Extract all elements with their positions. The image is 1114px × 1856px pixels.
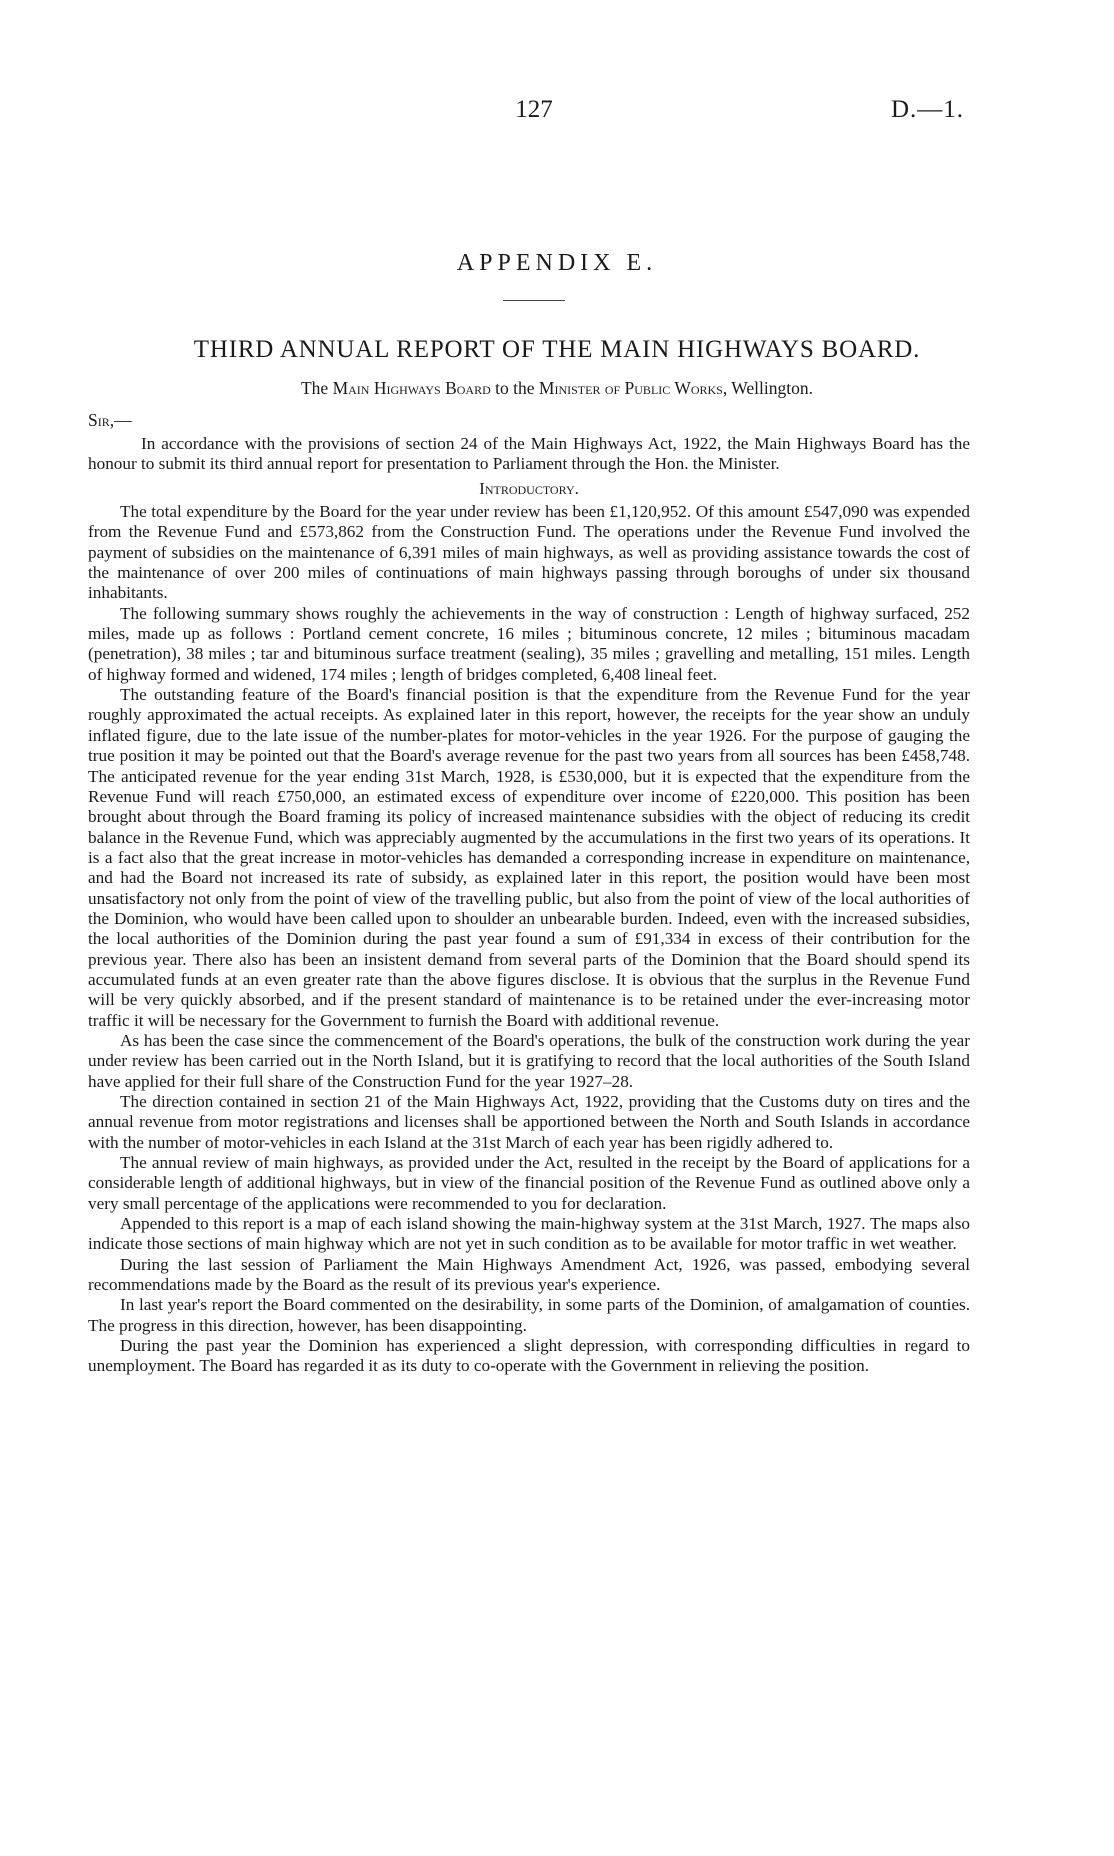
- address-prefix: The: [300, 378, 329, 398]
- body-paragraph: The direction contained in section 21 of the Main Highways Act, 1922, providing that the Customs duty on tires and the annual revenue from motor registrations and licenses shall be apportioned between the North and South Islands in accordance with the number of motor-vehicles in each Island at the 31st March of each year has been rigidly adhered to.: [88, 1092, 970, 1152]
- body-paragraph: As has been the case since the commencement of the Board's operations, the bulk of the construction work during the year under review has been carried out in the North Island, but it is gratifying to record that the local authorities of the South Island have applied for their full share of the Construction Fund for the year 1927–28.: [88, 1030, 970, 1091]
- body-paragraph: The annual review of main highways, as provided under the Act, resulted in the receipt by the Board of applications for a considerable length of additional highways, but in view of the financial position of the Revenue Fund as outlined above only a very small percentage of the applications were recommended to you for declaration.: [88, 1153, 970, 1213]
- body-paragraph: The total expenditure by the Board for the year under review has been £1,120,952. Of this amount £547,090 was expended from the Revenue Fund and £573,862 from the Construction Fund. The operations under the Revenue Fund involved the payment of subsidies on the maintenance of 6,391 miles of main highways, as well as providing assistance towards the cost of the maintenance of over 200 miles of continuations of main highways passing through boroughs of under six thousand inhabitants.: [88, 502, 970, 603]
- appendix-title: APPENDIX E.: [456, 250, 658, 276]
- address-to: Minister of Public Works: [538, 378, 723, 398]
- address-location: , Wellington.: [722, 378, 813, 398]
- document-code: D.—1.: [890, 96, 964, 123]
- body-paragraph: The following summary shows roughly the achievements in the way of construction : Length of highway surfaced, 252 miles, made up as follows : Portland cement concrete, 16 miles ; bituminous concrete, 12 miles ; bituminous macadam (penetration), 38 miles ; tar and bituminous surface treatment (sealing), 35 miles ; gravelling and metalling, 151 miles. Length of highway formed and widened, 174 miles ; length of bridges completed, 6,408 lineal feet.: [88, 603, 970, 684]
- intro-paragraph: In accordance with the provisions of section 24 of the Main Highways Act, 1922, the Main Highways Board has the honour to submit its third annual report for presentation to Parliament through the Hon. the Minister.: [88, 434, 970, 474]
- body-paragraph: The outstanding feature of the Board's financial position is that the expenditure from the Revenue Fund for the year roughly approximated the actual receipts. As explained later in this report, however, the receipts for the year show an unduly inflated figure, due to the late issue of the number-plates for motor-vehicles in the year 1926. For the purpose of gauging the true position it may be pointed out that the Board's average revenue for the past two years from all sources has been £458,748. The anticipated revenue for the year ending 31st March, 1928, is £530,000, but it is expected that the expenditure from the Revenue Fund will reach £750,000, an estimated excess of expenditure over income of £220,000. This position has been brought about through the Board framing its policy of increased maintenance subsidies with the object of reducing its credit balance in the Revenue Fund, which was appreciably augmented by the accumulations in the first two years of its operations. It is a fact also that the great increase in motor-vehicles has demanded a corresponding increase in expenditure on maintenance, and had the Board not increased its rate of subsidy, as explained later in this report, the position would have been most unsatisfactory not only from the point of view of the travelling public, but also from the point of view of the local authorities of the Dominion, who would have been called upon to shoulder an unbearable burden. Indeed, even with the increased subsidies, the local authorities of the Dominion during the past year found a sum of £91,334 in excess of their contribution for the previous year. There also has been an insistent demand from several parts of the Dominion that the Board should spend its accumulated funds at an even greater rate than the above figures disclose. It is obvious that the surplus in the Revenue Fund will be very quickly absorbed, and if the present standard of maintenance is to be retained under the ever-increasing motor traffic it will be necessary for the Government to furnish the Board with additional revenue.: [88, 685, 970, 1030]
- address-from: Main Highways Board: [332, 378, 491, 398]
- body-paragraph: During the past year the Dominion has experienced a slight depression, with corresponding difficulties in regard to unemployment. The Board has regarded it as its duty to co-operate with the Government in relieving the position.: [88, 1336, 970, 1376]
- report-title: THIRD ANNUAL REPORT OF THE MAIN HIGHWAYS BOARD.: [193, 336, 921, 363]
- page-number: 127: [515, 96, 553, 123]
- report-body: [88, 434, 970, 1377]
- title-divider: [503, 300, 565, 301]
- address-to-word: to the: [495, 378, 535, 398]
- salutation: Sir,—: [88, 410, 132, 430]
- body-paragraph: During the last session of Parliament the Main Highways Amendment Act, 1926, was passed, embodying several recommendations made by the Board as the result of its previous year's experience.: [88, 1254, 970, 1295]
- address-line: [0, 378, 1114, 399]
- section-heading: Introductory.: [479, 478, 579, 498]
- body-paragraph: In last year's report the Board commented on the desirability, in some parts of the Dominion, of amalgamation of counties. The progress in this direction, however, has been disappointing.: [88, 1295, 970, 1335]
- body-paragraph: Appended to this report is a map of each island showing the main-highway system at the 31st March, 1927. The maps also indicate those sections of main highway which are not yet in such condition as to be available for motor traffic in wet weather.: [88, 1214, 970, 1254]
